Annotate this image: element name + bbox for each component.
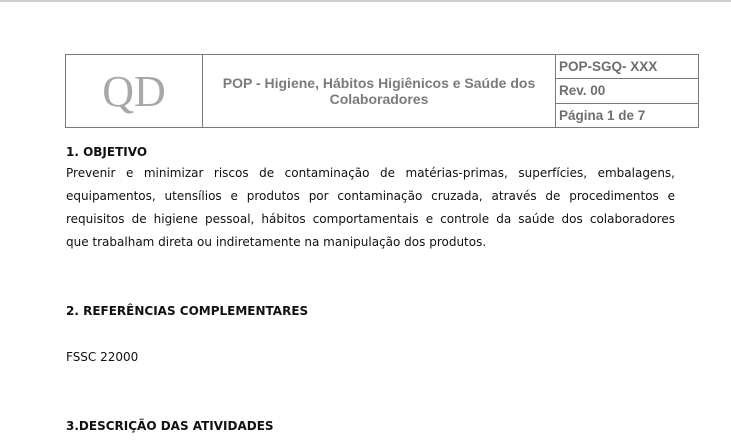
- section-heading-referencias: 2. REFERÊNCIAS COMPLEMENTARES: [66, 304, 309, 318]
- document-title: [203, 55, 556, 127]
- section-heading-descricao: 3.DESCRIÇÃO DAS ATIVIDADES: [66, 419, 274, 433]
- document-code: POP-SGQ- XXX: [556, 55, 698, 79]
- document-title-line-1: POP - Higiene, Hábitos Higiênicos e Saúde dos: [222, 75, 536, 91]
- qd-logo-icon: [94, 66, 174, 116]
- document-revision: Rev. 00: [556, 79, 698, 103]
- objetivo-paragraph: [66, 162, 675, 254]
- referencias-text: FSSC 22000: [66, 350, 139, 364]
- objetivo-line-3: requisitos de higiene pessoal, hábitos comportamentais e controle da saúde dos colaboradores: [66, 212, 675, 226]
- document-meta: [556, 55, 698, 127]
- company-logo: [66, 55, 203, 127]
- objetivo-line-1: Prevenir e minimizar riscos de contaminação de matérias-primas, superfícies, embalagens,: [66, 166, 675, 180]
- svg-text:QD: QD: [102, 67, 166, 116]
- section-heading-objetivo: 1. OBJETIVO: [66, 145, 148, 159]
- page-top-rule: [0, 0, 731, 2]
- objetivo-line-4: que trabalham direta ou indiretamente na manipulação dos produtos.: [66, 235, 487, 249]
- document-title-line-2: Colaboradores: [329, 91, 429, 107]
- objetivo-line-2: equipamentos, utensílios e produtos por contaminação cruzada, através de procedimentos e: [66, 189, 675, 203]
- document-page-number: Página 1 de 7: [559, 107, 646, 123]
- document-header-table: [65, 54, 699, 128]
